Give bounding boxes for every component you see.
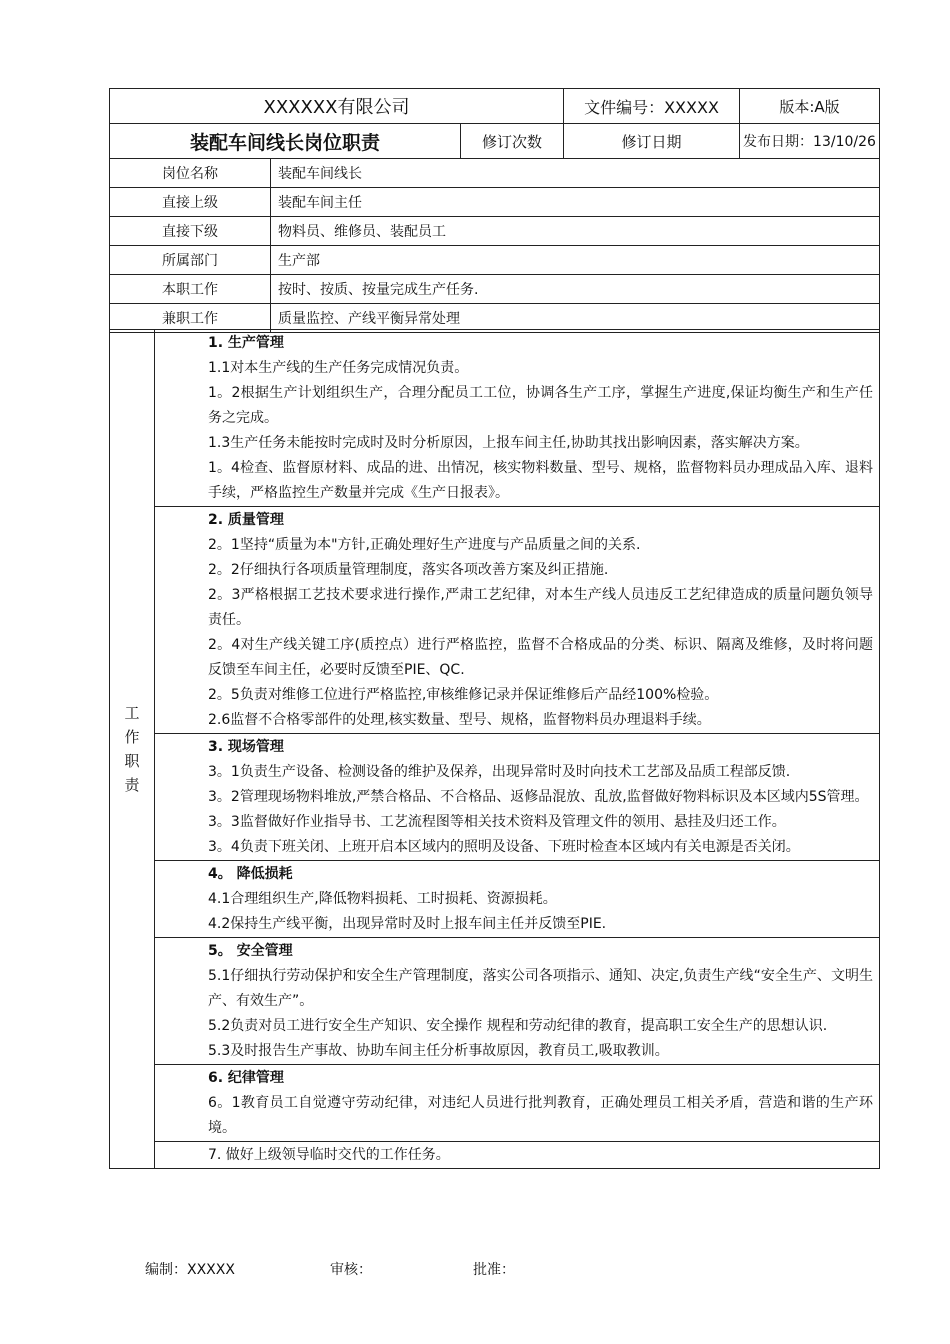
duty-item: 6。1教育员工自觉遵守劳动纪律，对违纪人员进行批判教育，正确处理员工相关矛盾，营造和谐的生产环境。	[208, 1095, 873, 1136]
duty-item: 7. 做好上级领导临时交代的工作任务。	[208, 1147, 450, 1163]
duty-section-row	[110, 734, 880, 861]
duty-section-row	[110, 1065, 880, 1142]
duty-item: 2。3严格根据工艺技术要求进行操作,严肃工艺纪律，对本生产线人员违反工艺纪律造成的质量问题负领导责任。	[208, 587, 873, 628]
duty-item: 2。4对生产线关键工序(质控点）进行严格监控，监督不合格成品的分类、标识、隔离及维修，及时将问题反馈至车间主任，必要时反馈至PIE、QC.	[208, 637, 873, 678]
duty-item: 2。2仔细执行各项质量管理制度，落实各项改善方案及纠正措施.	[208, 562, 609, 578]
duty-item: 5.2负责对员工进行安全生产知识、安全操作 规程和劳动纪律的教育，提高职工安全生产的思想认识.	[208, 1018, 828, 1034]
position-info-table	[109, 158, 880, 333]
section-title: 3. 现场管理	[208, 739, 284, 755]
info-value: 装配车间主任	[271, 188, 880, 217]
file-number: 文件编号：XXXXX	[564, 89, 740, 124]
duty-item: 3。4负责下班关闭、上班开启本区域内的照明及设备、下班时检查本区域内有关电源是否关闭。	[208, 839, 800, 855]
info-row	[110, 246, 880, 275]
info-row	[110, 188, 880, 217]
reviewed-by: 审核：	[330, 1262, 372, 1278]
duty-item: 3。2管理现场物料堆放,严禁合格品、不合格品、返修品混放、乱放,监督做好物料标识及本区域内5S管理。	[208, 789, 869, 805]
company-name: XXXXXX有限公司	[110, 89, 564, 124]
approved-by: 批准：	[473, 1262, 515, 1278]
duty-section	[155, 938, 880, 1065]
duty-item: 1.1对本生产线的生产任务完成情况负责。	[208, 360, 469, 376]
duty-item: 2.6监督不合格零部件的处理,核实数量、型号、规格，监督物料员办理退料手续。	[208, 712, 711, 728]
duties-label-char: 工	[124, 704, 140, 722]
signature-footer	[145, 1260, 845, 1280]
document-title: 装配车间线长岗位职责	[110, 124, 461, 159]
section-title: 5。 安全管理	[208, 943, 293, 959]
duty-item: 4.1合理组织生产,降低物料损耗、工时损耗、资源损耗。	[208, 891, 557, 907]
duty-item: 3。3监督做好作业指导书、工艺流程图等相关技术资料及管理文件的领用、悬挂及归还工作。	[208, 814, 786, 830]
info-row	[110, 159, 880, 188]
duty-item: 3。1负责生产设备、检测设备的维护及保养，出现异常时及时向技术工艺部及品质工程部反馈.	[208, 764, 791, 780]
info-value: 生产部	[271, 246, 880, 275]
section-title: 4。 降低损耗	[208, 866, 293, 882]
info-value: 装配车间线长	[271, 159, 880, 188]
duty-section	[155, 330, 880, 507]
duty-item: 5.1仔细执行劳动保护和安全生产管理制度，落实公司各项指示、通知、决定,负责生产线“安全生产、文明生产、有效生产”。	[208, 968, 873, 1009]
section-title: 6. 纪律管理	[208, 1070, 284, 1086]
info-label: 直接上级	[110, 188, 271, 217]
revision-count-label: 修订次数	[461, 124, 564, 159]
duty-section	[155, 734, 880, 861]
duty-section-row	[110, 330, 880, 507]
duty-item: 2。5负责对维修工位进行严格监控,审核维修记录并保证维修后产品经100%检验。	[208, 687, 719, 703]
duty-item: 1。4检查、监督原材料、成品的进、出情况，核实物料数量、型号、规格，监督物料员办理成品入库、退料手续，严格监控生产数量并完成《生产日报表》。	[208, 460, 873, 501]
duty-item: 2。1坚持“质量为本"方针,正确处理好生产进度与产品质量之间的关系.	[208, 537, 641, 553]
duty-item: 1。2根据生产计划组织生产，合理分配员工工位，协调各生产工序，掌握生产进度,保证均衡生产和生产任务之完成。	[208, 385, 873, 426]
document-header	[109, 88, 880, 159]
duties-label-char: 作	[124, 728, 140, 746]
duty-section-row	[110, 507, 880, 734]
duties-label	[110, 330, 155, 1169]
duties-table	[109, 329, 880, 1169]
info-value: 物料员、维修员、装配员工	[271, 217, 880, 246]
duty-item: 4.2保持生产线平衡，出现异常时及时上报车间主任并反馈至PIE.	[208, 916, 607, 932]
duty-section	[155, 1065, 880, 1142]
info-label: 本职工作	[110, 275, 271, 304]
duties-label-char: 职	[124, 752, 140, 770]
revision-date-label: 修订日期	[564, 124, 740, 159]
duty-section	[155, 1142, 880, 1169]
duties-label-char: 责	[124, 776, 140, 794]
duty-section-row	[110, 861, 880, 938]
publish-date: 发布日期：13/10/26	[740, 124, 880, 159]
section-title: 2. 质量管理	[208, 512, 284, 528]
duty-section-row	[110, 1142, 880, 1169]
info-row	[110, 275, 880, 304]
section-title: 1. 生产管理	[208, 335, 284, 351]
info-label: 岗位名称	[110, 159, 271, 188]
duty-section	[155, 507, 880, 734]
info-label: 兼职工作	[110, 304, 271, 333]
info-label: 所属部门	[110, 246, 271, 275]
info-label: 直接下级	[110, 217, 271, 246]
duty-item: 5.3及时报告生产事故、协助车间主任分析事故原因，教育员工,吸取教训。	[208, 1043, 669, 1059]
duty-item: 1.3生产任务未能按时完成时及时分析原因，上报车间主任,协助其找出影响因素，落实解决方案。	[208, 435, 809, 451]
duty-section	[155, 861, 880, 938]
prepared-by: 编制：XXXXX	[145, 1262, 235, 1278]
version: 版本:A版	[740, 89, 880, 124]
info-value: 按时、按质、按量完成生产任务.	[271, 275, 880, 304]
duty-section-row	[110, 938, 880, 1065]
info-value: 质量监控、产线平衡异常处理	[271, 304, 880, 333]
info-row	[110, 217, 880, 246]
